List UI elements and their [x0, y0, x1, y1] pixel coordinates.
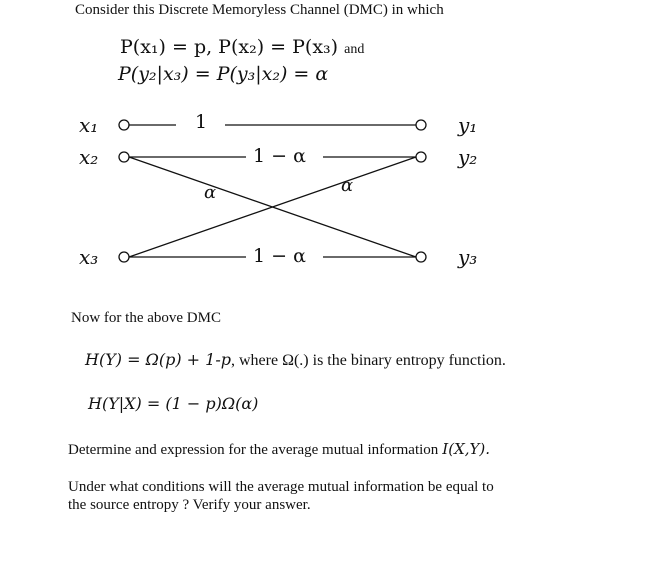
input-label-x2: x₂ — [79, 145, 99, 169]
hy-math: H(Y) = Ω(p) + 1-p — [85, 350, 231, 369]
edge-label-x1-y1: 1 — [192, 111, 210, 133]
hy-equation — [85, 350, 506, 370]
input-label-x1: x₁ — [79, 113, 99, 137]
output-label-y1: y₁ — [458, 113, 478, 137]
edge-label-alpha-left: α — [204, 182, 217, 203]
hy-text: , where Ω(.) is the binary entropy function. — [230, 352, 506, 369]
node-y2 — [416, 152, 426, 162]
node-y1 — [416, 120, 426, 130]
input-probability-equation: P(x₁) = p, P(x₂) = P(x₃) — [120, 36, 339, 58]
determine-math: I(X,Y). — [442, 440, 491, 458]
edge-label-x2-y2: 1 − α — [250, 145, 309, 167]
node-x1 — [119, 120, 129, 130]
and-word: and — [344, 42, 365, 57]
hyx-equation: H(Y|X) = (1 − p)Ω(α) — [88, 394, 259, 413]
output-label-y2: y₂ — [458, 145, 478, 169]
node-x3 — [119, 252, 129, 262]
now-text: Now for the above DMC — [71, 310, 221, 326]
edge-label-x3-y3: 1 − α — [250, 245, 309, 267]
intro-text: Consider this Discrete Memoryless Channel (DMC) in which — [75, 2, 444, 18]
input-label-x3: x₃ — [79, 245, 99, 269]
question-line-1: Under what conditions will the average mutual information be equal to — [68, 479, 494, 495]
output-label-y3: y₃ — [458, 245, 478, 269]
transition-probabilities: P(y₂|x₃) = P(y₃|x₂) = α — [118, 63, 329, 85]
node-y3 — [416, 252, 426, 262]
determine-text: Determine and expression for the average mutual information — [68, 442, 439, 458]
question-line-2: the source entropy ? Verify your answer. — [68, 497, 311, 513]
determine-question — [68, 440, 490, 459]
node-x2 — [119, 152, 129, 162]
edge-label-alpha-right: α — [341, 175, 354, 196]
